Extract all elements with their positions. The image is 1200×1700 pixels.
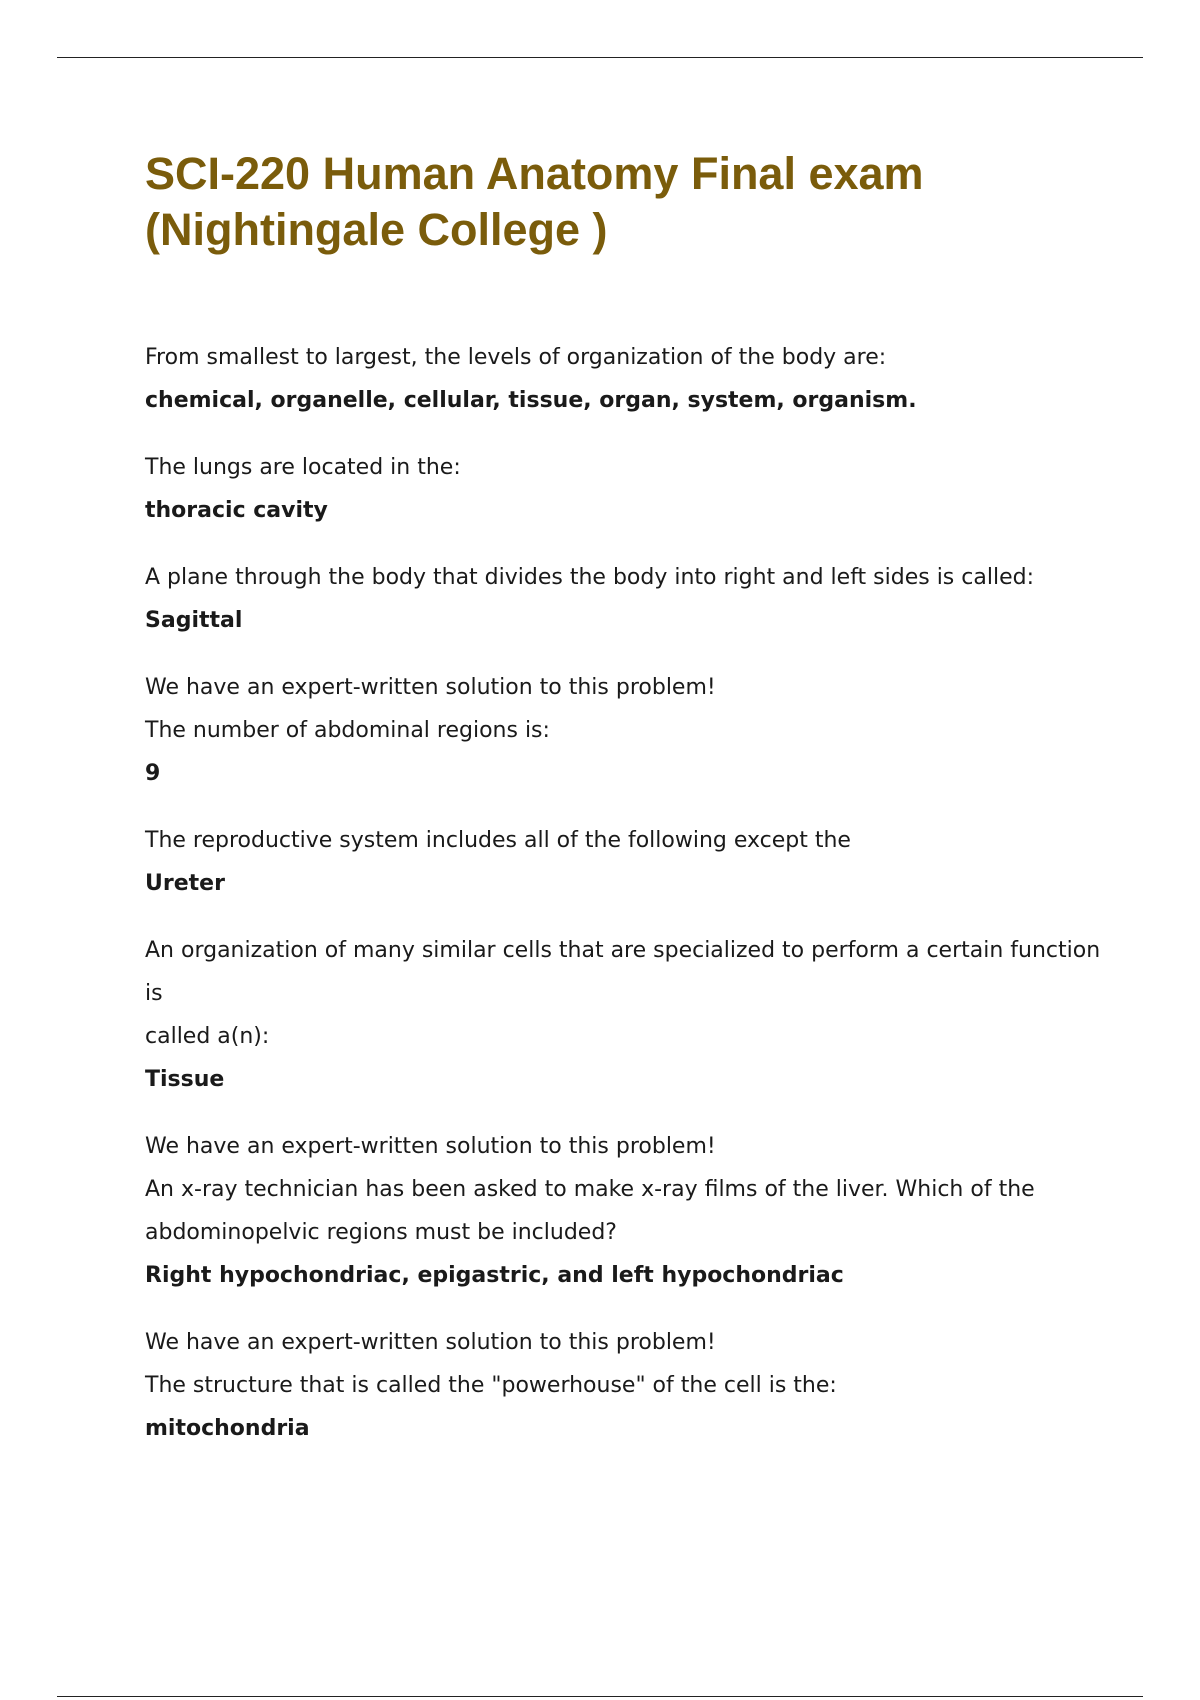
title-line-1: SCI-220 Human Anatomy Final exam bbox=[145, 148, 924, 199]
qa-item-5 bbox=[145, 819, 1105, 905]
answer-text: chemical, organelle, cellular, tissue, organ, system, organism. bbox=[145, 388, 917, 413]
question-text: The number of abdominal regions is: bbox=[145, 718, 550, 743]
question-text-line-1: An x-ray technician has been asked to make x-ray films of the liver. Which of the bbox=[145, 1177, 1035, 1202]
answer-text: Right hypochondriac, epigastric, and left hypochondriac bbox=[145, 1263, 844, 1288]
qa-item-8 bbox=[145, 1321, 1105, 1450]
bottom-divider bbox=[57, 1696, 1143, 1697]
qa-item-3 bbox=[145, 556, 1105, 642]
answer-text: thoracic cavity bbox=[145, 498, 328, 523]
answer-text: mitochondria bbox=[145, 1416, 310, 1441]
expert-solution-note: We have an expert-written solution to this problem! bbox=[145, 1134, 716, 1159]
question-text: The structure that is called the "powerhouse" of the cell is the: bbox=[145, 1373, 837, 1398]
qa-item-2 bbox=[145, 446, 1105, 532]
expert-solution-note: We have an expert-written solution to this problem! bbox=[145, 1330, 716, 1355]
document-title bbox=[145, 146, 1105, 258]
expert-solution-note: We have an expert-written solution to this problem! bbox=[145, 675, 716, 700]
qa-item-6 bbox=[145, 929, 1105, 1101]
qa-item-4 bbox=[145, 666, 1105, 795]
question-text-line-2: called a(n): bbox=[145, 1024, 270, 1049]
answer-text: 9 bbox=[145, 761, 161, 786]
top-divider bbox=[57, 57, 1143, 58]
question-text-line-2: abdominopelvic regions must be included? bbox=[145, 1220, 617, 1245]
title-line-2: (Nightingale College ) bbox=[145, 204, 608, 255]
question-text: The reproductive system includes all of the following except the bbox=[145, 828, 851, 853]
question-text: The lungs are located in the: bbox=[145, 455, 461, 480]
question-text: A plane through the body that divides the body into right and left sides is called: bbox=[145, 565, 1034, 590]
answer-text: Sagittal bbox=[145, 608, 243, 633]
document-body bbox=[145, 146, 1105, 1474]
question-text: From smallest to largest, the levels of organization of the body are: bbox=[145, 345, 887, 370]
question-text-line-1: An organization of many similar cells that are specialized to perform a certain function is bbox=[145, 938, 1101, 1006]
qa-item-7 bbox=[145, 1125, 1105, 1297]
answer-text: Tissue bbox=[145, 1067, 225, 1092]
qa-item-1 bbox=[145, 336, 1105, 422]
answer-text: Ureter bbox=[145, 871, 225, 896]
